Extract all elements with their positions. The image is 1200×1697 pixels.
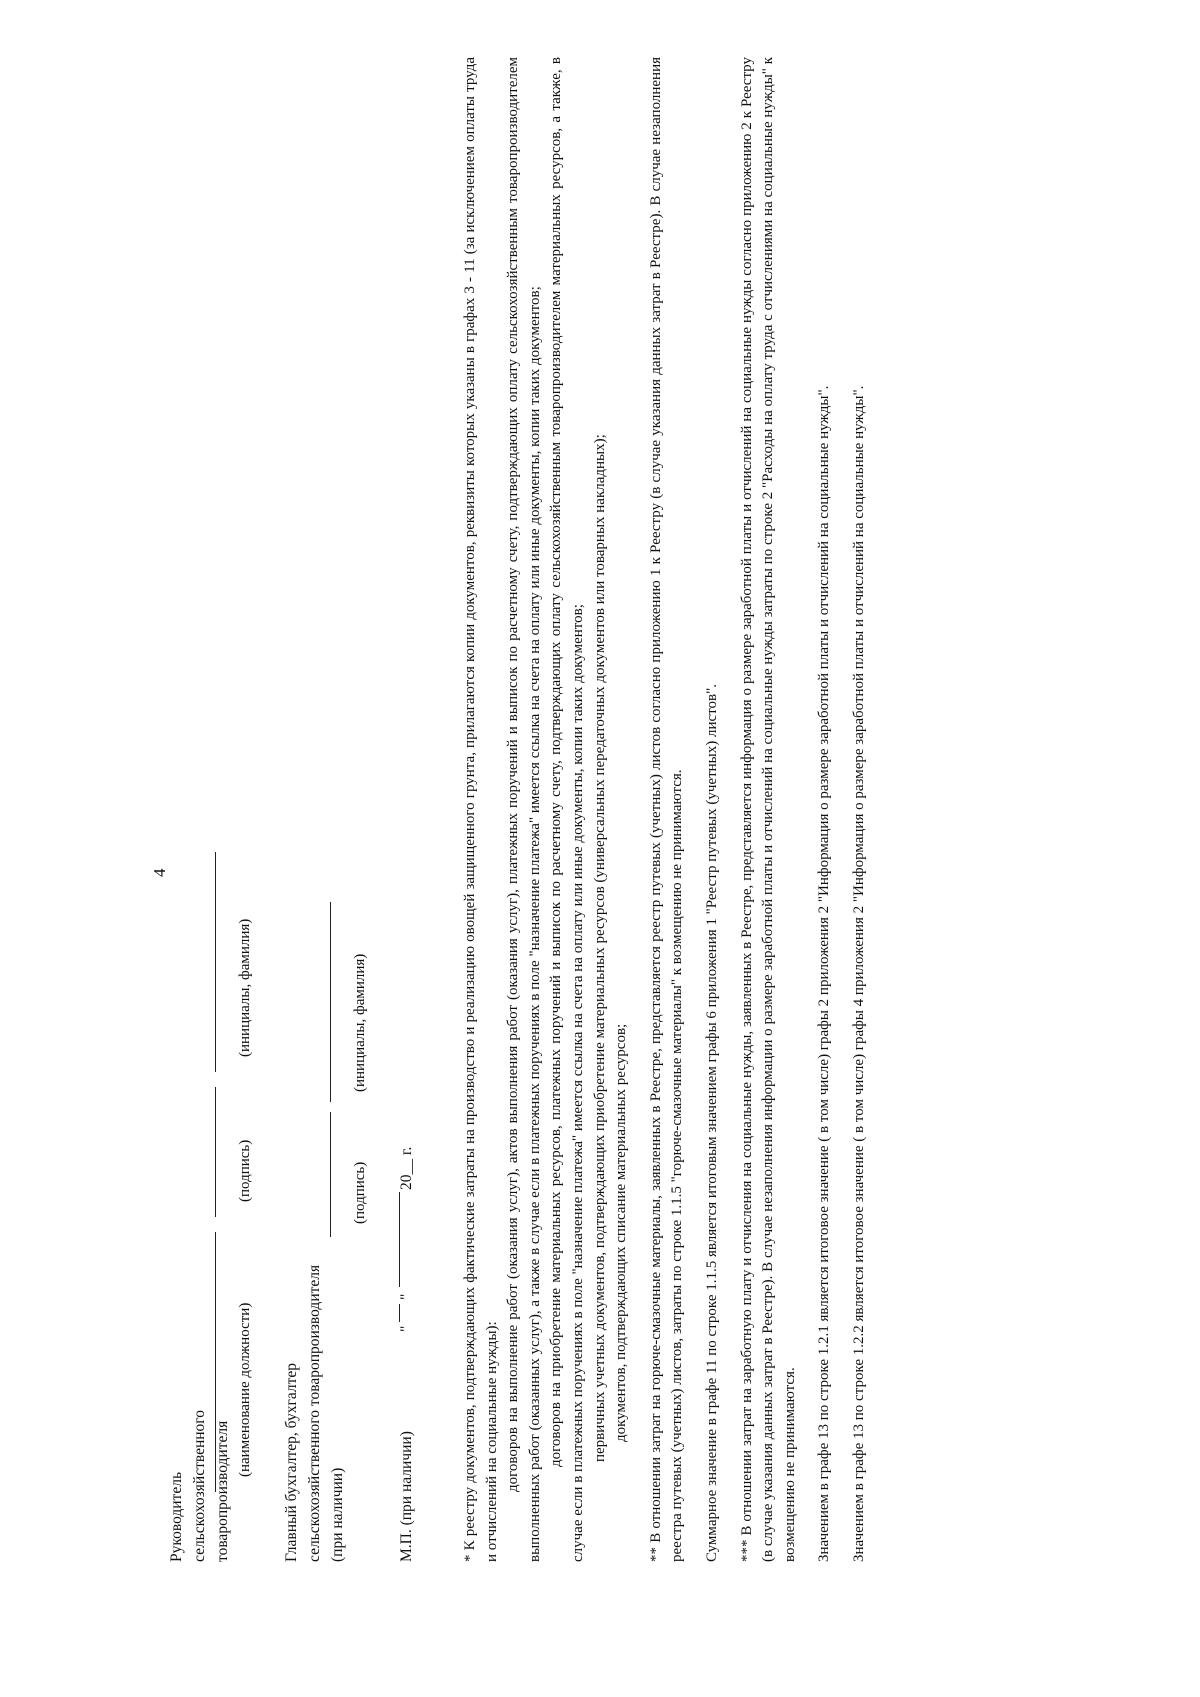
note-1-item-contracts-works: договоров на выполнение работ (оказания услуг), актов выполнения работ (оказания услуг), платежных поручений и выписок по расчетному счету, подтверждающих оплату сельскохозяйственным товаропроизводителем выполненных работ (оказанных услуг), а также в случае если в платежных поручениях в поле "назначение платежа" имеется ссылка на счета на оплату или иные документы, копии таких документов;	[505, 57, 543, 1562]
caption-initials-2: (инициалы, фамилия)	[352, 953, 368, 1092]
note-2-fuel: ** В отношении затрат на горюче-смазочные материалы, заявленных в Реестре, представляется реестр путевых (учетных) листов согласно приложению 1 к Реестру (в случае указания данных затрат в Реестре). В случае незаполнения реестра путевых (учетных) листов, затраты по строке 1.1.5 "горюче-смазочные материалы" к возмещению не принимаются.	[647, 57, 686, 1562]
date-quote-close: "	[398, 1293, 415, 1300]
caption-signature-2: (подпись)	[352, 1161, 368, 1224]
note-1-item-contracts-resources: договоров на приобретение материальных ресурсов, платежных поручений и выписок по расчетному счету, подтверждающих оплату сельскохозяйственным товаропроизводителем материальных ресурсов, а также, в случае если в платежных поручениях в поле "назначение платежа" имеется ссылка на счета на оплату или иные документы, копии таких документов;	[548, 57, 586, 1562]
value-line-1: Значением в графе 13 по строке 1.2.1 является итоговое значение ( в том числе) графы 2 приложения 2 "Информация о размере заработной платы и отчислений на социальные нужды".	[816, 385, 833, 1562]
date-month-line	[399, 1192, 400, 1287]
note-1-item-primary-docs: первичных учетных документов, подтверждающих приобретение материальных ресурсов (универсальных передаточных документов или товарных накладных);	[591, 434, 608, 1462]
value-line-2: Значением в графе 13 по строке 1.2.2 является итоговое значение ( в том числе) графы 4 приложения 2 "Информация о размере заработной платы и отчислений на социальные нужды".	[850, 385, 867, 1562]
caption-initials: (инициалы, фамилия)	[237, 918, 253, 1057]
position-line	[215, 1232, 216, 1492]
accountant-title-line2: сельскохозяйственного товаропроизводителя	[306, 1264, 323, 1562]
note-3-salary: *** В отношении затрат на заработную плату и отчисления на социальные нужды, заявленных в Реестре, представляется информация о размере заработной платы и отчислений на социальные нужды согласно приложению 2 к Реестру (в случае указания данных затрат в Реестре). В случае незаполнения информации о размере заработной платы и отчислений на социальные нужды затраты по строке 2 "Расходы на оплату труда с отчислениями на социальные нужды" к возмещению не принимаются.	[738, 57, 798, 1562]
signature-line	[215, 1087, 216, 1217]
date-day-line	[399, 1304, 400, 1322]
note-1-intro: * К реестру документов, подтверждающих фактические затраты на производство и реализацию овощей защищенного грунта, прилагаются копии документов, реквизиты которых указаны в графах 3 - 11 (за исключением оплаты труда и отчислений на социальные нужды):	[462, 57, 500, 1562]
caption-signature: (подпись)	[237, 1139, 253, 1202]
signature-line-2	[330, 1112, 331, 1237]
head-title-line3: товаропроизводителя	[214, 1420, 231, 1562]
note-1-item-writeoff-docs: документов, подтверждающих списание материальных ресурсов;	[613, 1023, 630, 1442]
footnotes	[460, 57, 871, 1562]
sum-line: Суммарное значение в графе 11 по строке 1.1.5 является итоговым значением графы 6 приложения 1 "Реестр путевых (учетных) листов".	[703, 684, 720, 1562]
head-title-line1: Руководитель	[168, 1471, 185, 1562]
date-year: 20__ г.	[398, 1146, 415, 1190]
head-title-line2: сельскохозяйственного	[191, 1409, 208, 1562]
accountant-title-line1: Главный бухгалтер, бухгалтер	[283, 1363, 300, 1562]
stamp-label: М.П. (при наличии)	[398, 1431, 415, 1562]
page-number: 4	[150, 868, 169, 877]
accountant-title-line3: (при наличии)	[329, 1467, 346, 1562]
initials-line	[215, 852, 216, 1072]
signature-block	[165, 62, 418, 1562]
date-quote-open: "	[398, 1325, 415, 1332]
initials-line-2	[330, 902, 331, 1102]
caption-position: (наименование должности)	[237, 1302, 253, 1477]
